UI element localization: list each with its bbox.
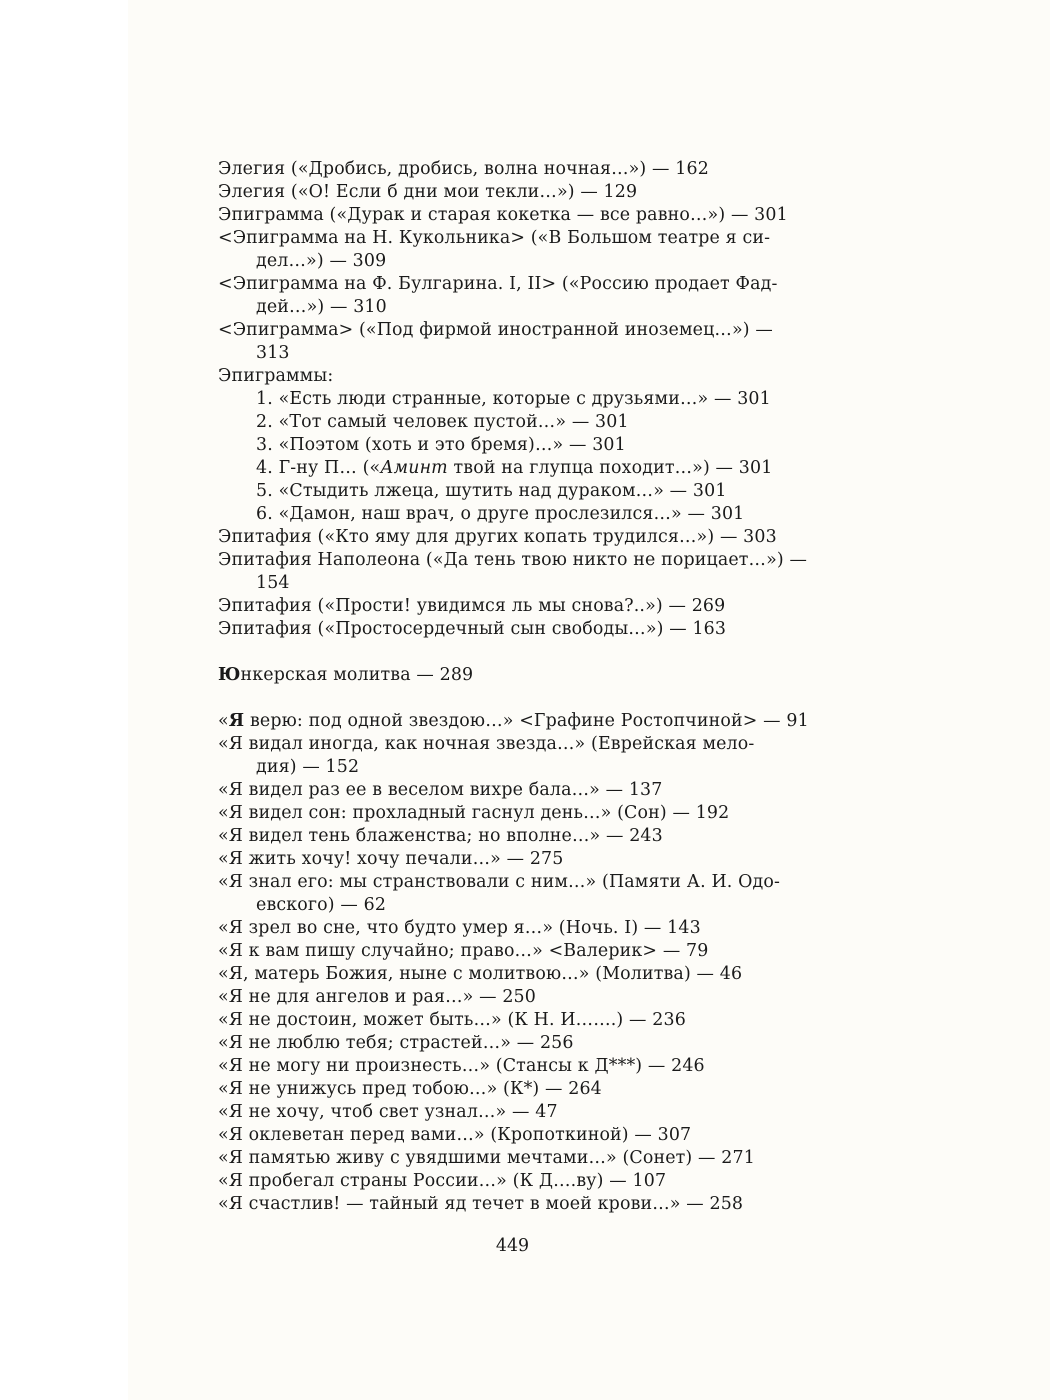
index-subentry: 1. «Есть люди странные, которые с друзьями…» — 301 [256, 389, 771, 409]
index-entry: «Я жить хочу! хочу печали…» — 275 [218, 849, 564, 869]
index-entry: <Эпиграмма на Н. Кукольника> («В Большом театре я си- [218, 228, 771, 248]
index-entry: Эпиграмма («Дурак и старая кокетка — все равно…») — 301 [218, 205, 788, 225]
index-list [218, 158, 818, 1216]
index-entry [218, 710, 818, 733]
index-entry: <Эпиграмма на Ф. Булгарина. I, II> («Россию продает Фад- [218, 274, 778, 294]
index-subentry: 6. «Дамон, наш врач, о друге прослезился…» — 301 [256, 504, 745, 524]
index-entry-continuation: дел…») — 309 [256, 251, 387, 271]
index-entry: «Я оклеветан перед вами…» (Кропоткиной) — 307 [218, 1125, 692, 1145]
index-group-heading: Эпиграммы: [218, 366, 334, 386]
index-entry-continuation: дия) — 152 [256, 757, 360, 777]
index-subentry: 2. «Тот самый человек пустой…» — 301 [256, 412, 629, 432]
index-entry: «Я не хочу, чтоб свет узнал…» — 47 [218, 1102, 558, 1122]
index-entry: «Я видел раз ее в веселом вихре бала…» — 137 [218, 780, 663, 800]
subentry-text: 4. Г-ну П… (« [256, 458, 381, 478]
index-entry: «Я знал его: мы странствовали с ним…» (Памяти А. И. Одо- [218, 872, 781, 892]
index-entry: «Я, матерь Божия, ныне с молитвою…» (Молитва) — 46 [218, 964, 743, 984]
index-entry: Эпитафия Наполеона («Да тень твою никто не порицает…») — [218, 550, 808, 570]
index-subentry: 3. «Поэтом (хоть и это бремя)…» — 301 [256, 435, 626, 455]
section-initial: Я [228, 711, 245, 731]
entry-text: нкерская молитва — 289 [240, 665, 474, 685]
entry-text: « [218, 711, 229, 731]
index-entry: «Я видел тень блаженства; но вполне…» — 243 [218, 826, 663, 846]
index-entry: Элегия («Дробись, дробись, волна ночная…») — 162 [218, 159, 709, 179]
index-entry: Эпитафия («Простосердечный сын свободы…») — 163 [218, 619, 727, 639]
index-entry-continuation: 313 [256, 343, 290, 363]
index-subentry [218, 457, 818, 480]
page-number: 449 [495, 1236, 530, 1256]
index-entry: «Я пробегал страны России…» (К Д….ву) — 107 [218, 1171, 667, 1191]
index-entry: «Я не могу ни произнесть…» (Стансы к Д***) — 246 [218, 1056, 705, 1076]
index-entry: «Я видал иногда, как ночная звезда…» (Еврейская мело- [218, 734, 755, 754]
section-gap [218, 641, 818, 664]
index-entry-continuation: евского) — 62 [256, 895, 387, 915]
subentry-text: твой на глупца походит…») — 301 [447, 458, 773, 478]
index-entry: «Я счастлив! — тайный яд течет в моей крови…» — 258 [218, 1194, 744, 1214]
section-gap [218, 687, 818, 710]
index-entry: <Эпиграмма> («Под фирмой иностранной иноземец…») — [218, 320, 773, 340]
index-entry: «Я не люблю тебя; страстей…» — 256 [218, 1033, 574, 1053]
index-entry-continuation: 154 [256, 573, 290, 593]
index-entry [218, 664, 818, 687]
index-entry: Эпитафия («Кто яму для других копать трудился…») — 303 [218, 527, 777, 547]
entry-text: верю: под одной звездою…» <Графине Ростопчиной> — 91 [244, 711, 809, 731]
index-entry: «Я видел сон: прохладный гаснул день…» (Сон) — 192 [218, 803, 730, 823]
index-subentry: 5. «Стыдить лжеца, шутить над дураком…» — 301 [256, 481, 727, 501]
index-entry: Эпитафия («Прости! увидимся ль мы снова?..») — 269 [218, 596, 726, 616]
index-entry-continuation: дей…») — 310 [256, 297, 387, 317]
index-entry: «Я к вам пишу случайно; право…» <Валерик> — 79 [218, 941, 709, 961]
index-entry: «Я не унижусь пред тобою…» (К*) — 264 [218, 1079, 602, 1099]
index-entry: «Я не достоин, может быть…» (К Н. И…….) — 236 [218, 1010, 686, 1030]
index-entry: «Я не для ангелов и рая…» — 250 [218, 987, 536, 1007]
index-entry: Элегия («О! Если б дни мои текли…») — 129 [218, 182, 638, 202]
index-entry: «Я памятью живу с увядшими мечтами…» (Сонет) — 271 [218, 1148, 755, 1168]
section-initial: Ю [218, 665, 241, 685]
italic-title: Аминт [380, 458, 448, 478]
index-entry: «Я зрел во сне, что будто умер я…» (Ночь. I) — 143 [218, 918, 701, 938]
